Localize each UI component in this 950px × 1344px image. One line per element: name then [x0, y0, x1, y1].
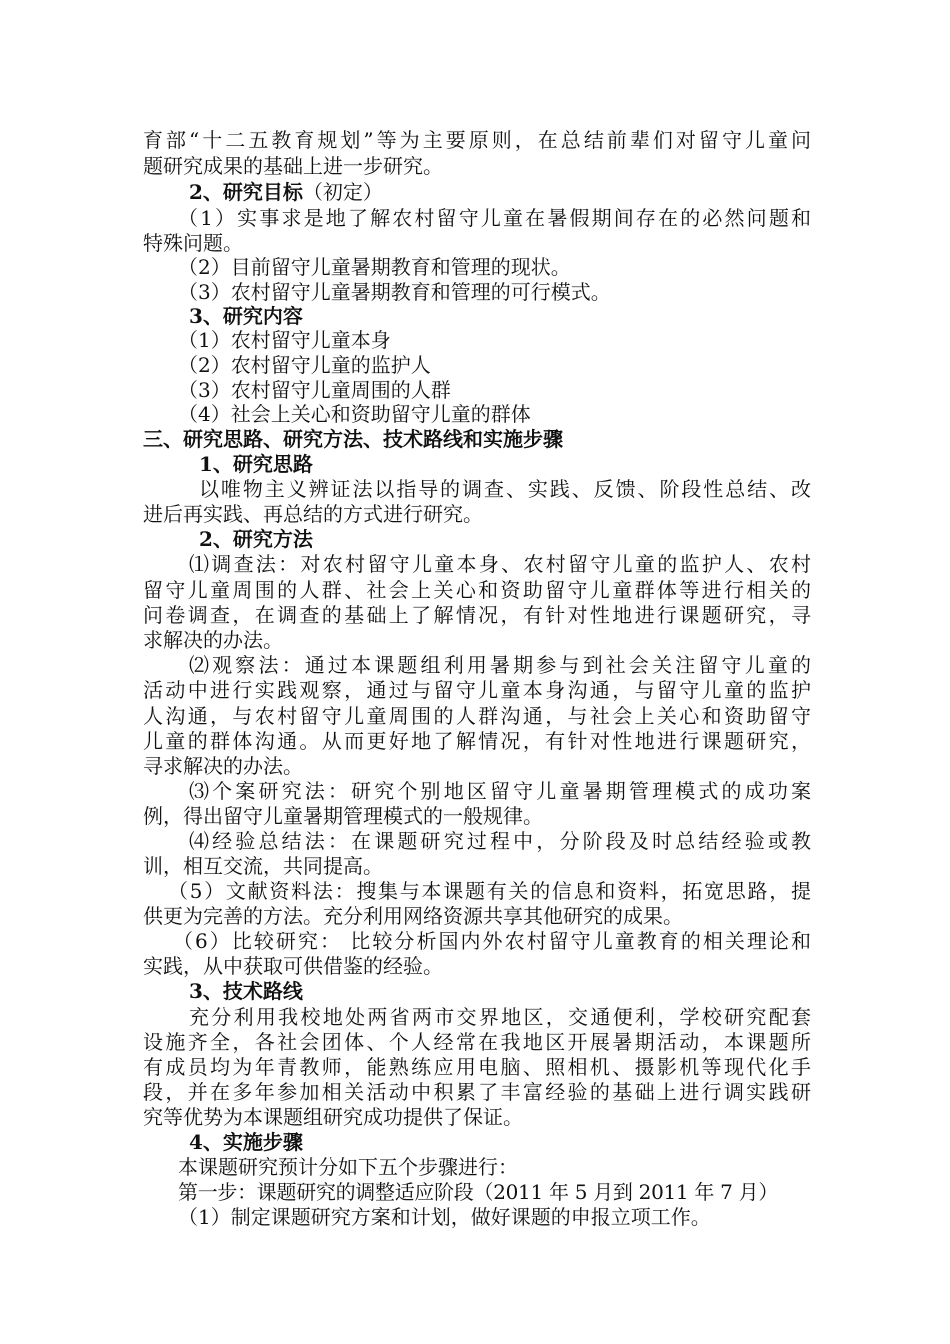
para-line: 实践，从中获取可供借鉴的经验。 — [143, 954, 443, 978]
section-heading: 2、研究方法 — [199, 527, 313, 551]
para-line: ⑷经验总结法：在课题研究过程中，分阶段及时总结经验或教 — [189, 829, 811, 853]
para-line: （5）文献资料法：搜集与本课题有关的信息和资料，拓宽思路，提 — [168, 879, 811, 903]
para-line: 特殊问题。 — [143, 231, 243, 255]
para-line: 充分利用我校地处两省两市交界地区，交通便利，学校研究配套 — [189, 1005, 811, 1029]
para-line: ⑶个案研究法：研究个别地区留守儿童暑期管理模式的成功案 — [189, 779, 811, 803]
para-line: 进后再实践、再总结的方式进行研究。 — [143, 502, 483, 526]
para-line: 段，并在多年参加相关活动中积累了丰富经验的基础上进行调实践研 — [143, 1080, 811, 1104]
para-line: 供更为完善的方法。充分利用网络资源共享其他研究的成果。 — [143, 904, 683, 928]
section-heading-line — [189, 179, 857, 205]
section-heading: 1、研究思路 — [199, 452, 313, 476]
para-line: 题研究成果的基础上进一步研究。 — [143, 154, 443, 178]
list-item: （2）农村留守儿童的监护人 — [178, 353, 431, 377]
para-line: 人沟通，与农村留守儿童周围的人群沟通，与社会上关心和资助留守 — [143, 704, 811, 728]
para-line: 例，得出留守儿童暑期管理模式的一般规律。 — [143, 804, 543, 828]
heading-note: （初定） — [302, 180, 383, 204]
para-line: ⑴调查法：对农村留守儿童本身、农村留守儿童的监护人、农村 — [189, 552, 811, 576]
para-line: （1）实事求是地了解农村留守儿童在暑假期间存在的必然问题和 — [178, 206, 811, 230]
para-line: （6）比较研究： 比较分析国内外农村留守儿童教育的相关理论和 — [173, 929, 811, 953]
list-item: （3）农村留守儿童暑期教育和管理的可行模式。 — [178, 280, 611, 304]
para-line: 求解决的办法。 — [143, 628, 283, 652]
section-heading: 3、技术路线 — [189, 979, 303, 1003]
section-heading: 4、实施步骤 — [189, 1130, 303, 1154]
para-line: 有成员均为年青教师，能熟练应用电脑、照相机、摄影机等现代化手 — [143, 1055, 811, 1079]
para-line: 寻求解决的办法。 — [143, 754, 303, 778]
list-item: （2）目前留守儿童暑期教育和管理的现状。 — [178, 255, 571, 279]
para-line: 本课题研究预计分如下五个步骤进行： — [178, 1155, 518, 1179]
para-line: 活动中进行实践观察，通过与留守儿童本身沟通，与留守儿童的监护 — [143, 678, 811, 702]
list-item: （4）社会上关心和资助留守儿童的群体 — [178, 402, 531, 426]
para-line: 以唯物主义辨证法以指导的调查、实践、反馈、阶段性总结、改 — [199, 477, 811, 501]
section-heading: 3、研究内容 — [189, 304, 303, 328]
chapter-heading: 三、研究思路、研究方法、技术路线和实施步骤 — [143, 427, 563, 451]
para-line: 育部“十二五教育规划”等为主要原则，在总结前辈们对留守儿童问 — [143, 128, 811, 152]
para-line: 究等优势为本课题组研究成功提供了保证。 — [143, 1105, 523, 1129]
list-item: （1）农村留守儿童本身 — [178, 328, 391, 352]
para-line: 设施齐全，各社会团体、个人经常在我地区开展暑期活动，本课题所 — [143, 1030, 811, 1054]
list-item: （1）制定课题研究方案和计划，做好课题的申报立项工作。 — [178, 1205, 711, 1229]
para-line: 问卷调查，在调查的基础上了解情况，有针对性地进行课题研究，寻 — [143, 603, 811, 627]
para-line: 训，相互交流，共同提高。 — [143, 854, 383, 878]
step-heading: 第一步：课题研究的调整适应阶段（2011 年 5 月到 2011 年 7 月） — [178, 1180, 779, 1204]
para-line: 儿童的群体沟通。从而更好地了解情况，有针对性地进行课题研究， — [143, 729, 811, 753]
para-line: ⑵观察法：通过本课题组利用暑期参与到社会关注留守儿童的 — [189, 653, 811, 677]
section-heading: 2、研究目标 — [189, 180, 303, 204]
para-line: 留守儿童周围的人群、社会上关心和资助留守儿童群体等进行相关的 — [143, 578, 811, 602]
list-item: （3）农村留守儿童周围的人群 — [178, 378, 451, 402]
